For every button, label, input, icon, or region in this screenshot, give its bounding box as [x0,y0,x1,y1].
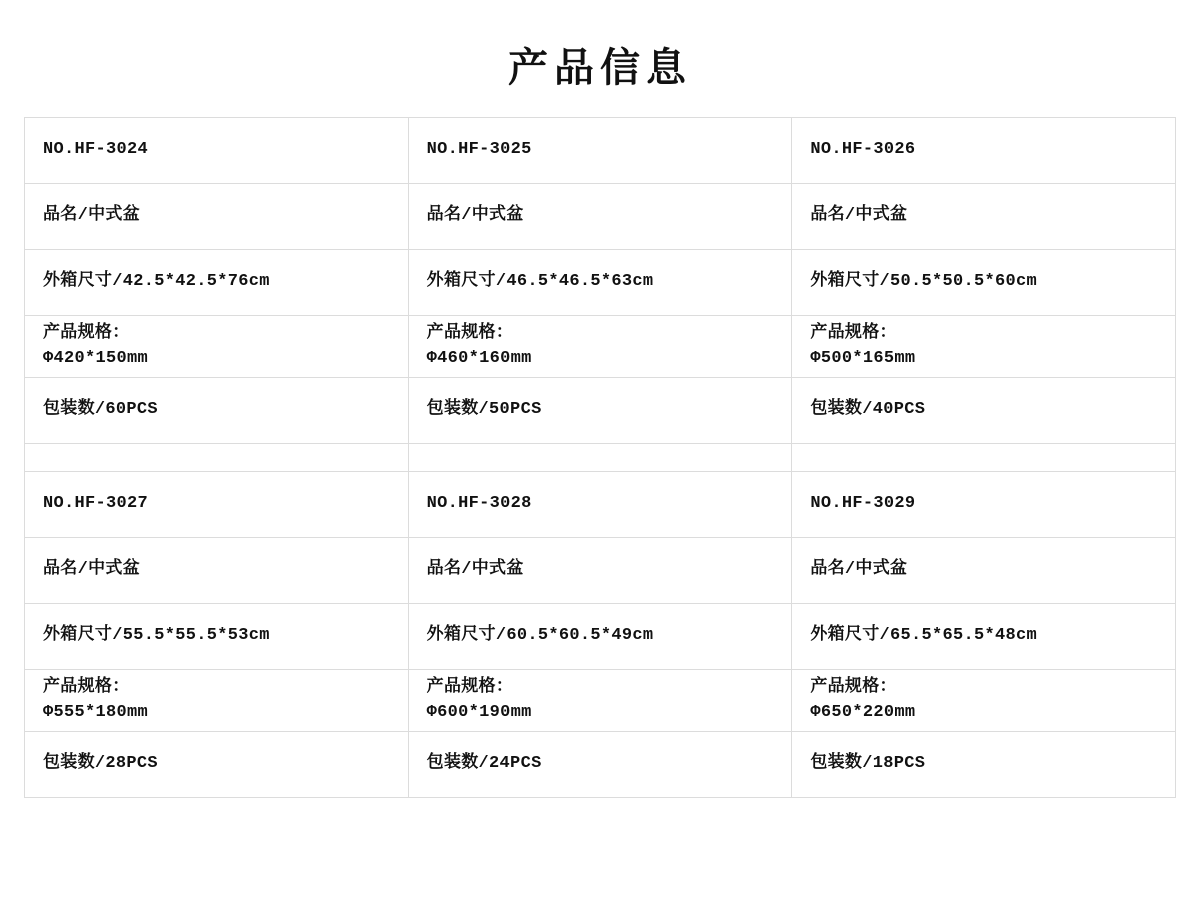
cell-specification [25,316,409,378]
cell-specification [408,316,792,378]
product-spec-table [24,117,1176,798]
spec-label: 产品规格： [43,677,130,697]
spec-label: 产品规格： [426,677,514,697]
cell-product-name: 品名/中式盆 [408,538,792,604]
cell-model-number: NO.HF-3026 [792,118,1176,184]
cell-packing-quantity: 包装数/24PCS [408,732,792,798]
cell-carton-size: 外箱尺寸/55.5*55.5*53cm [25,604,409,670]
table-row-specification [25,316,1176,378]
cell-spacer [25,444,409,472]
table-row-model-number [25,472,1176,538]
spec-label: 产品规格： [43,323,130,343]
cell-carton-size: 外箱尺寸/46.5*46.5*63cm [408,250,792,316]
cell-spacer [792,444,1176,472]
cell-carton-size: 外箱尺寸/65.5*65.5*48cm [792,604,1176,670]
cell-packing-quantity: 包装数/40PCS [792,378,1176,444]
spec-label: 产品规格： [810,677,897,697]
cell-specification [792,316,1176,378]
cell-model-number: NO.HF-3025 [408,118,792,184]
cell-product-name: 品名/中式盆 [408,184,792,250]
table-row-spacer [25,444,1176,472]
cell-carton-size: 外箱尺寸/42.5*42.5*76cm [25,250,409,316]
table-row-product-name [25,538,1176,604]
cell-product-name: 品名/中式盆 [792,184,1176,250]
table-row-packing-quantity [25,378,1176,444]
spec-value: Φ555*180mm [43,702,149,722]
table-row-carton-size [25,604,1176,670]
cell-packing-quantity: 包装数/50PCS [408,378,792,444]
cell-model-number: NO.HF-3024 [25,118,409,184]
cell-model-number: NO.HF-3029 [792,472,1176,538]
page-title: 产品信息 [508,46,692,90]
cell-carton-size: 外箱尺寸/60.5*60.5*49cm [408,604,792,670]
cell-packing-quantity: 包装数/28PCS [25,732,409,798]
cell-packing-quantity: 包装数/18PCS [792,732,1176,798]
cell-specification [408,670,792,732]
spec-value: Φ600*190mm [426,702,532,722]
cell-specification [25,670,409,732]
cell-spacer [408,444,792,472]
spec-value: Φ460*160mm [426,348,532,368]
cell-specification [792,670,1176,732]
cell-product-name: 品名/中式盆 [25,538,409,604]
cell-model-number: NO.HF-3027 [25,472,409,538]
spec-label: 产品规格： [810,323,897,343]
spec-value: Φ420*150mm [43,348,149,368]
spec-label: 产品规格： [426,323,514,343]
cell-carton-size: 外箱尺寸/50.5*50.5*60cm [792,250,1176,316]
table-row-specification [25,670,1176,732]
cell-product-name: 品名/中式盆 [792,538,1176,604]
cell-product-name: 品名/中式盆 [25,184,409,250]
table-row-product-name [25,184,1176,250]
table-row-model-number [25,118,1176,184]
table-row-carton-size [25,250,1176,316]
spec-value: Φ500*165mm [810,348,916,368]
spec-value: Φ650*220mm [810,702,916,722]
cell-model-number: NO.HF-3028 [408,472,792,538]
table-row-packing-quantity [25,732,1176,798]
cell-packing-quantity: 包装数/60PCS [25,378,409,444]
